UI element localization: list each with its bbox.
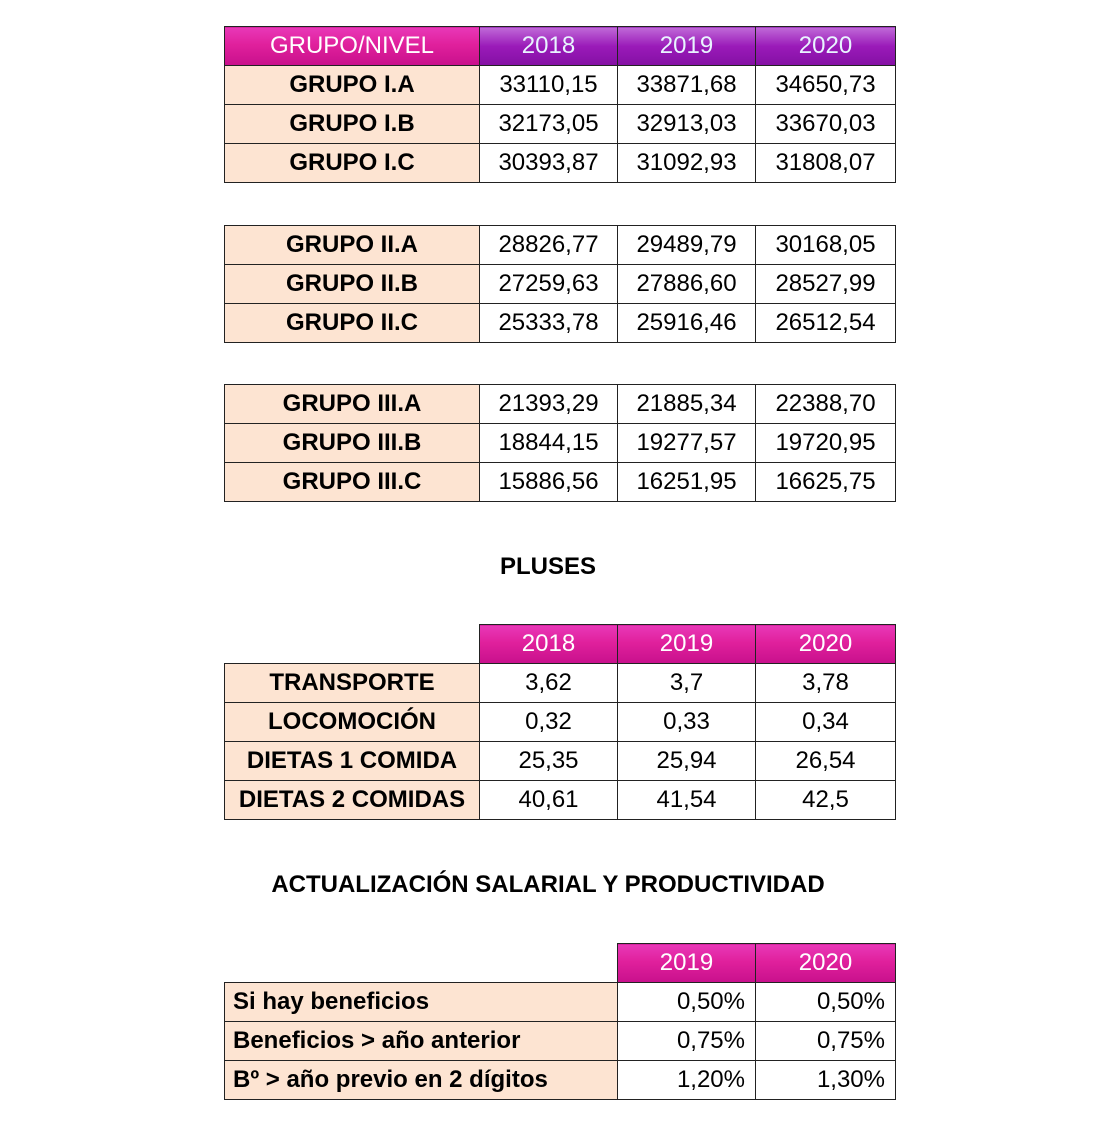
table-row [225,424,896,463]
table-row [225,226,896,265]
cell-value: 32173,05 [480,105,618,144]
salary-table-block-3 [224,384,896,502]
row-label: GRUPO III.C [225,463,480,502]
table-row [225,703,896,742]
cell-value: 34650,73 [756,66,896,105]
table-row [225,385,896,424]
cell-value: 33871,68 [618,66,756,105]
pluses-table [224,624,896,820]
cell-value: 31092,93 [618,144,756,183]
cell-value: 26,54 [756,742,896,781]
row-label: Bº > año previo en 2 dígitos [225,1061,618,1100]
table-row [225,105,896,144]
actualizacion-table [224,943,896,1100]
cell-value: 29489,79 [618,226,756,265]
row-label: GRUPO I.C [225,144,480,183]
blank-cell [225,625,480,664]
table-row [225,144,896,183]
cell-value: 26512,54 [756,304,896,343]
header-year-2018: 2018 [480,27,618,66]
row-label: GRUPO III.A [225,385,480,424]
row-label: GRUPO I.B [225,105,480,144]
table-row [225,664,896,703]
header-year-2019: 2019 [618,944,756,983]
cell-value: 1,30% [756,1061,896,1100]
table-row [225,463,896,502]
cell-value: 0,33 [618,703,756,742]
row-label: DIETAS 2 COMIDAS [225,781,480,820]
cell-value: 21393,29 [480,385,618,424]
row-label: Si hay beneficios [225,983,618,1022]
header-year-2020: 2020 [756,625,896,664]
table-row [225,265,896,304]
cell-value: 25333,78 [480,304,618,343]
table-row [225,1022,896,1061]
cell-value: 30393,87 [480,144,618,183]
cell-value: 21885,34 [618,385,756,424]
row-label: GRUPO II.B [225,265,480,304]
salary-table-block-2 [224,225,896,343]
cell-value: 22388,70 [756,385,896,424]
cell-value: 15886,56 [480,463,618,502]
header-year-2019: 2019 [618,27,756,66]
cell-value: 18844,15 [480,424,618,463]
header-year-2019: 2019 [618,625,756,664]
cell-value: 16625,75 [756,463,896,502]
row-label: Beneficios > año anterior [225,1022,618,1061]
header-year-2020: 2020 [756,944,896,983]
cell-value: 41,54 [618,781,756,820]
cell-value: 27886,60 [618,265,756,304]
cell-value: 0,34 [756,703,896,742]
header-year-2020: 2020 [756,27,896,66]
cell-value: 0,32 [480,703,618,742]
actualizacion-header-row [225,944,896,983]
cell-value: 0,50% [618,983,756,1022]
actualizacion-title: ACTUALIZACIÓN SALARIAL Y PRODUCTIVIDAD [271,871,825,898]
cell-value: 3,7 [618,664,756,703]
salary-header-row [225,27,896,66]
blank-cell [225,944,618,983]
cell-value: 27259,63 [480,265,618,304]
cell-value: 0,50% [756,983,896,1022]
table-row [225,781,896,820]
cell-value: 25916,46 [618,304,756,343]
cell-value: 28826,77 [480,226,618,265]
row-label: GRUPO I.A [225,66,480,105]
cell-value: 0,75% [618,1022,756,1061]
cell-value: 19277,57 [618,424,756,463]
cell-value: 32913,03 [618,105,756,144]
row-label: TRANSPORTE [225,664,480,703]
cell-value: 3,62 [480,664,618,703]
cell-value: 30168,05 [756,226,896,265]
cell-value: 40,61 [480,781,618,820]
cell-value: 42,5 [756,781,896,820]
cell-value: 33110,15 [480,66,618,105]
table-row [225,1061,896,1100]
cell-value: 33670,03 [756,105,896,144]
table-row [225,742,896,781]
cell-value: 3,78 [756,664,896,703]
cell-value: 1,20% [618,1061,756,1100]
row-label: GRUPO II.C [225,304,480,343]
pluses-header-row [225,625,896,664]
cell-value: 31808,07 [756,144,896,183]
table-row [225,304,896,343]
pluses-title: PLUSES [499,553,597,580]
cell-value: 25,94 [618,742,756,781]
row-label: LOCOMOCIÓN [225,703,480,742]
salary-table-block-1 [224,26,896,183]
cell-value: 25,35 [480,742,618,781]
table-row [225,66,896,105]
row-label: DIETAS 1 COMIDA [225,742,480,781]
cell-value: 16251,95 [618,463,756,502]
header-year-2018: 2018 [480,625,618,664]
cell-value: 28527,99 [756,265,896,304]
header-grupo-nivel: GRUPO/NIVEL [225,27,480,66]
table-row [225,983,896,1022]
cell-value: 0,75% [756,1022,896,1061]
row-label: GRUPO III.B [225,424,480,463]
cell-value: 19720,95 [756,424,896,463]
row-label: GRUPO II.A [225,226,480,265]
